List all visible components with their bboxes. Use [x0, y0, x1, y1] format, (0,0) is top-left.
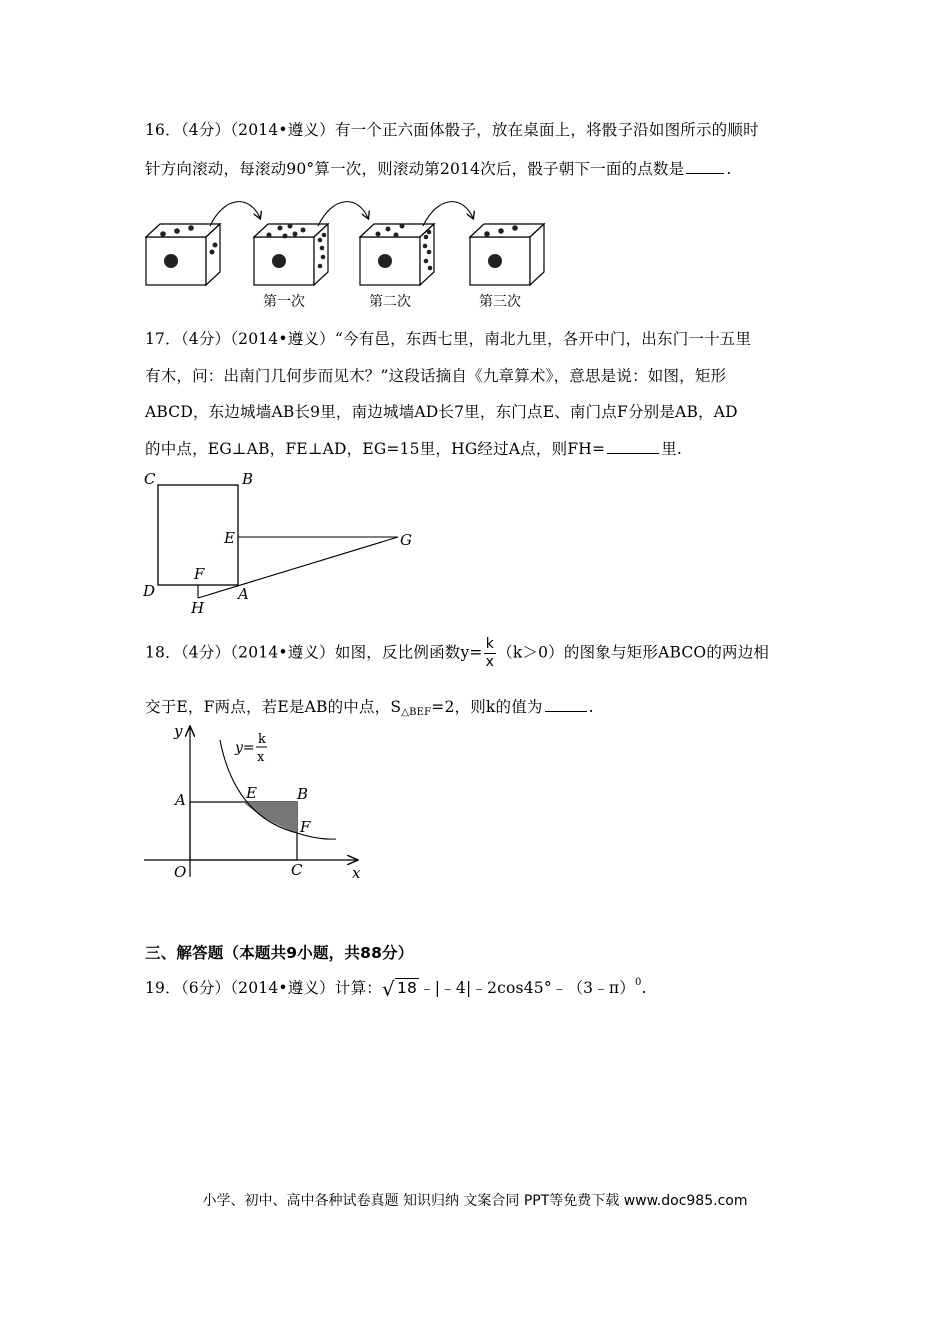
exponent: 0	[635, 977, 642, 988]
q18-line2-pre: 交于E，F两点，若E是AB的中点，S	[145, 698, 402, 716]
axis-label-x: x	[352, 864, 361, 882]
label-d: D	[143, 582, 156, 600]
q17-line2: 有木，问：出南门几何步而见木？”这段话摘自《九章算术》，意思是说：如图，矩形	[145, 367, 727, 385]
q17-line3: ABCD，东边城墙AB长9里，南边城墙AD长7里，东门点E、南门点F分别是AB，AD	[145, 403, 738, 421]
q19-post: ﹣|﹣4|﹣2cos45°﹣（3﹣π）	[419, 979, 636, 997]
q16-line2-end: .	[726, 160, 732, 178]
die-roll-3	[470, 224, 544, 285]
label-e: E	[246, 784, 257, 802]
q18-line1-pre: 18．（4分）（2014•遵义）如图，反比例函数y=	[145, 643, 483, 662]
func-label-numerator: k	[258, 732, 266, 747]
city-wall-figure	[140, 468, 425, 618]
q17-line1: 17．（4分）（2014•遵义）“今有邑，东西七里，南北九里，各开中门，出东门一十五里	[145, 330, 752, 348]
label-h: H	[191, 599, 205, 617]
q18-line1	[145, 636, 769, 671]
func-label: y=	[235, 740, 255, 756]
label-b: B	[297, 785, 309, 803]
sqrt-18: √ 18	[381, 977, 418, 1001]
label-c: C	[291, 861, 303, 879]
answer-blank	[686, 171, 724, 174]
inverse-function-graph	[140, 722, 370, 882]
q18-line2-post: =2，则k的值为	[431, 698, 543, 716]
label-c: C	[144, 470, 156, 488]
q18-line1-post: （k＞0）的图象与矩形ABCO的两边相	[497, 643, 770, 662]
answer-blank	[545, 709, 587, 712]
fraction-k-over-x	[484, 636, 497, 671]
section-heading: 三、解答题（本题共9小题，共88分）	[145, 944, 414, 962]
q17-line4-end: 里.	[661, 440, 683, 458]
q19-end: .	[641, 979, 647, 997]
q16-line2	[145, 157, 731, 179]
label-e: E	[224, 529, 235, 547]
q18-line2	[145, 695, 594, 718]
q17-line4	[145, 437, 682, 459]
q16-line1: 16．（4分）（2014•遵义）有一个正六面体骰子，放在桌面上，将骰子沿如图所示的顺时	[145, 121, 759, 139]
die-roll-1	[254, 224, 328, 286]
label-f: F	[194, 565, 205, 583]
axis-label-y: y	[174, 722, 183, 740]
label-f: F	[300, 818, 311, 836]
triangle-bef-subscript: △BEF	[401, 707, 432, 718]
radicand: 18	[396, 979, 418, 997]
caption-roll-3: 第三次	[479, 294, 521, 310]
q18-line2-end: .	[588, 698, 594, 716]
caption-roll-1: 第一次	[263, 294, 305, 310]
label-a: A	[175, 791, 186, 809]
footer-text: 小学、初中、高中各种试卷真题 知识归纳 文案合同 PPT等免费下载 www.doc985.com	[202, 1193, 748, 1209]
die-initial	[146, 224, 220, 285]
answer-blank	[607, 451, 659, 454]
dice-figure	[140, 190, 560, 315]
q16-line2-text: 针方向滚动，每滚动90°算一次，则滚动第2014次后，骰子朝下一面的点数是	[145, 160, 685, 178]
die-roll-2	[360, 224, 434, 286]
caption-roll-2: 第二次	[369, 294, 411, 310]
label-o: O	[174, 863, 187, 881]
label-a: A	[238, 585, 249, 603]
label-b: B	[242, 470, 254, 488]
q19-line	[145, 976, 647, 1001]
label-g: G	[400, 531, 412, 549]
q17-line4-text: 的中点，EG⊥AB，FE⊥AD，EG=15里，HG经过A点，则FH=	[145, 440, 606, 458]
q19-pre: 19．（6分）（2014•遵义）计算：	[145, 979, 382, 997]
func-label-denominator: x	[257, 750, 265, 765]
fraction-denominator: x	[485, 654, 495, 670]
fraction-numerator: k	[484, 636, 497, 654]
